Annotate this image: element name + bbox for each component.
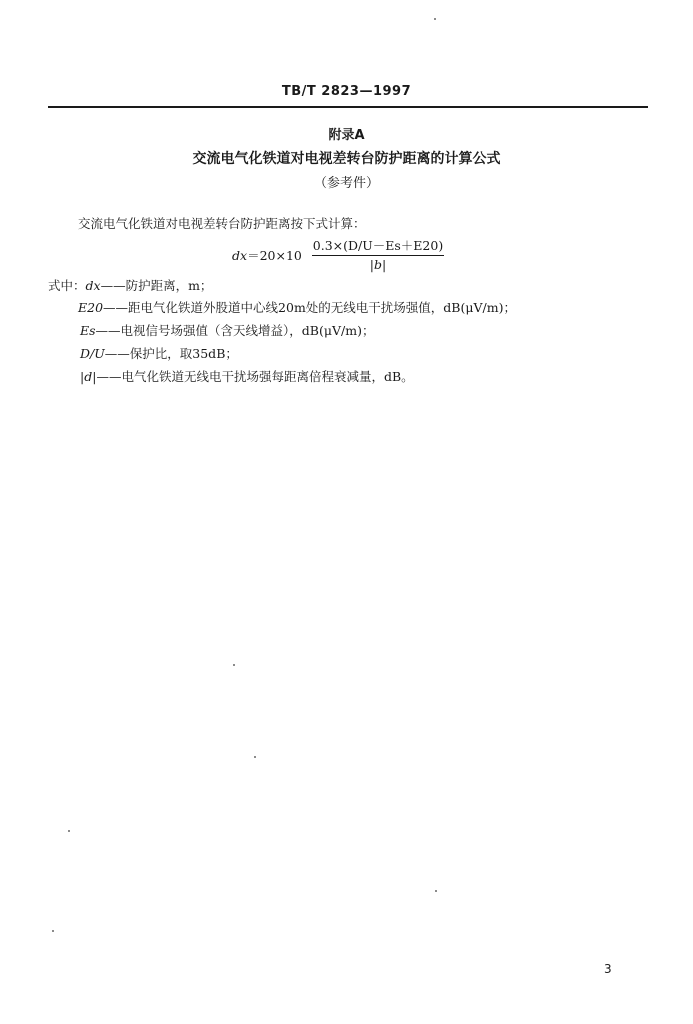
definition-row-d	[80, 367, 414, 385]
appendix-label: 附录A	[328, 128, 365, 143]
definition-text-e20: ——距电气化铁道外股道中心线20m处的无线电干扰场强值，dB(μV/m)；	[103, 300, 516, 315]
formula-lhs-rest: ＝20×10	[247, 248, 302, 263]
scan-speck	[68, 830, 70, 832]
definition-symbol-du: D/U	[80, 346, 105, 361]
definition-text-es: ——电视信号场强值（含天线增益），dB(μV/m)；	[95, 323, 375, 338]
scan-speck	[254, 756, 256, 758]
scan-speck	[435, 890, 437, 892]
formula-denominator: |b|	[369, 257, 387, 272]
where-label-text: 式中：	[48, 278, 86, 293]
formula-lhs	[232, 246, 302, 264]
definition-symbol-e20: E20	[78, 300, 104, 315]
definition-row-es	[80, 321, 374, 339]
formula-numerator: 0.3×(D/U－Es＋E20)	[312, 236, 444, 256]
definition-symbol-d: |d|	[80, 369, 97, 384]
definition-row-e20	[78, 298, 516, 316]
appendix-note: （参考件）	[313, 176, 379, 191]
appendix-title: 交流电气化铁道对电视差转台防护距离的计算公式	[192, 151, 501, 167]
definition-symbol-dx: dx	[85, 278, 101, 293]
scan-speck	[52, 930, 54, 932]
standard-code-header: TB/T 2823—1997	[281, 84, 412, 99]
scan-speck	[434, 18, 436, 20]
page-number: 3	[604, 962, 612, 976]
formula-exponent-fraction	[312, 236, 444, 272]
formula-lhs-symbol: dx	[232, 248, 248, 263]
definition-symbol-es: Es	[80, 323, 96, 338]
definition-text-du: ——保护比，取35dB；	[104, 346, 238, 361]
intro-paragraph: 交流电气化铁道对电视差转台防护距离按下式计算：	[78, 216, 366, 231]
scan-speck	[233, 664, 235, 666]
where-label	[48, 276, 212, 294]
definition-row-du	[80, 344, 238, 362]
definition-text-d: ——电气化铁道无线电干扰场强每距离倍程衰减量，dB。	[96, 369, 414, 384]
header-rule	[48, 106, 648, 108]
definition-text-dx: ——防护距离，m；	[100, 278, 213, 293]
